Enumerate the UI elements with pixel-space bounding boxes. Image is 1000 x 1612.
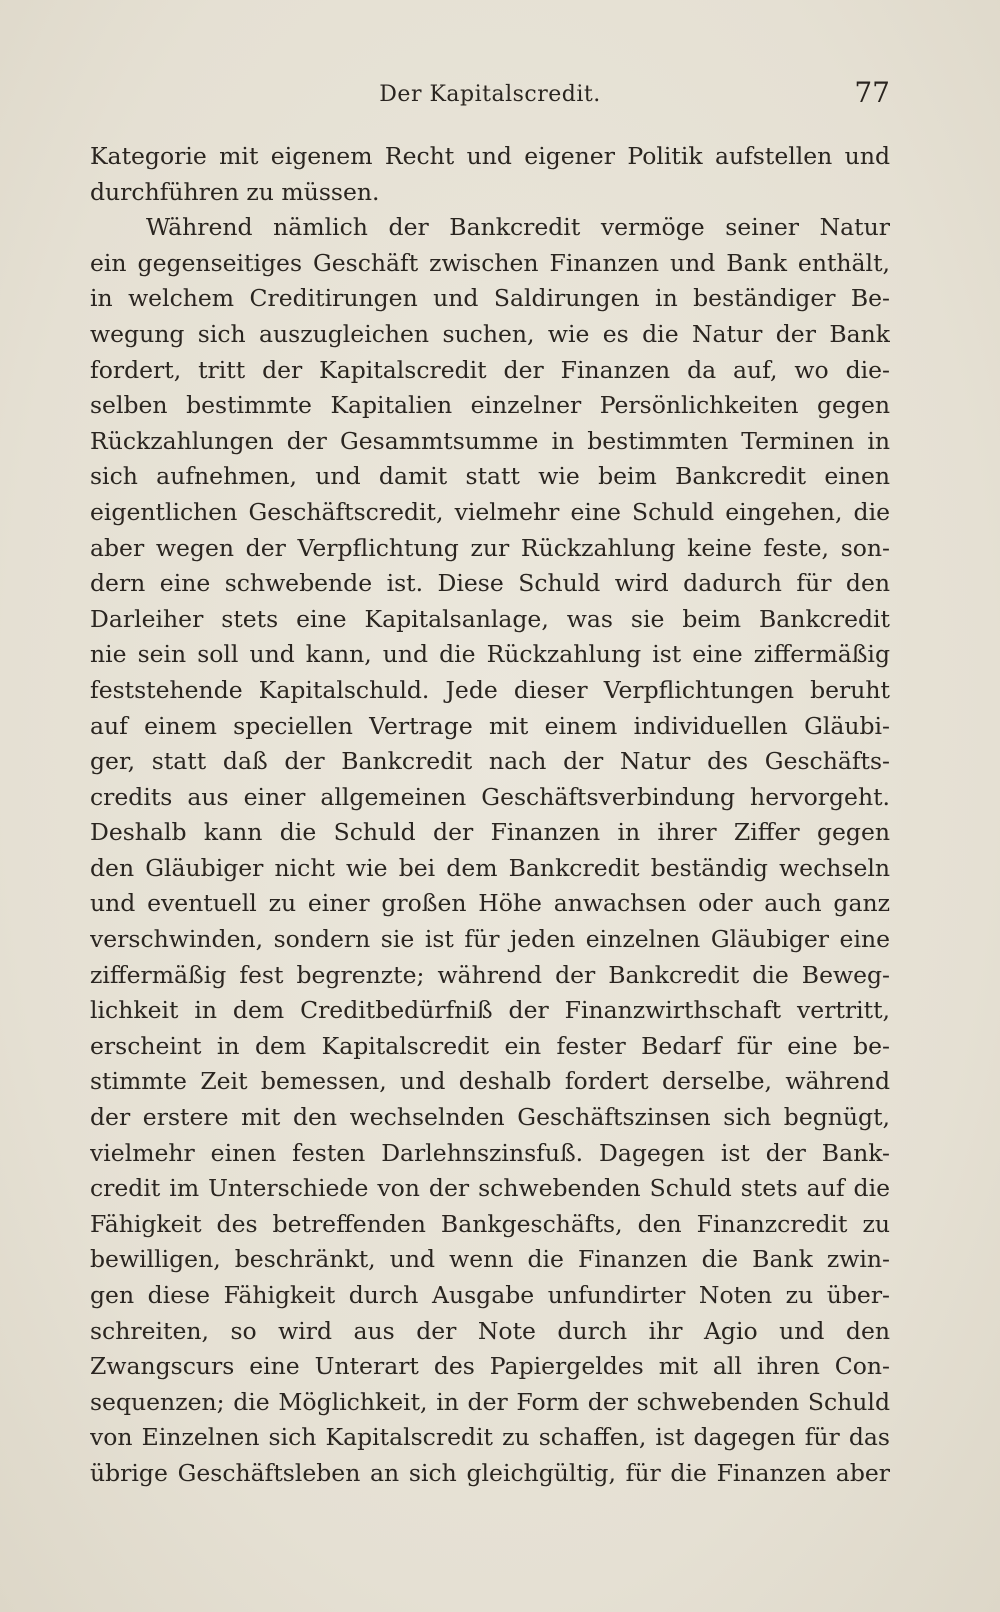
text-line: gen diese Fähigkeit durch Ausgabe unfundirter Noten zu über- — [90, 1281, 890, 1309]
text-line: verschwinden, sondern sie ist für jeden einzelnen Gläubiger eine — [90, 925, 890, 954]
text-line: übrige Geschäftsleben an sich gleichgültig, für die Finanzen aber — [90, 1458, 890, 1487]
text-line: sequenzen; die Möglichkeit, in der Form der schwebenden Schuld — [90, 1387, 890, 1416]
text-line: credit im Unterschiede von der schwebenden Schuld stets auf die — [90, 1174, 890, 1203]
running-head: Der Kapitalscredit. — [379, 82, 601, 107]
text-line: stimmte Zeit bemessen, und deshalb fordert derselbe, während — [90, 1067, 890, 1096]
text-line: bewilligen, beschränkt, und wenn die Finanzen die Bank zwin- — [90, 1245, 890, 1274]
text-line: schreiten, so wird aus der Note durch ihr Agio und den — [90, 1316, 890, 1345]
text-line: wegung sich auszugleichen suchen, wie es die Natur der Bank — [90, 319, 890, 348]
text-line: Während nämlich der Bankcredit vermöge seiner Natur — [146, 213, 890, 242]
text-line: der erstere mit den wechselnden Geschäftszinsen sich begnügt, — [90, 1103, 890, 1132]
text-line: den Gläubiger nicht wie bei dem Bankcredit beständig wechseln — [90, 853, 890, 882]
text-line: aber wegen der Verpflichtung zur Rückzahlung keine feste, son- — [90, 533, 890, 562]
text-line: ein gegenseitiges Geschäft zwischen Finanzen und Bank enthält, — [90, 248, 890, 277]
text-line: erscheint in dem Kapitalscredit ein fester Bedarf für eine be- — [90, 1031, 890, 1060]
text-line: feststehende Kapitalschuld. Jede dieser Verpflichtungen beruht — [90, 675, 890, 704]
text-line: nie sein soll und kann, und die Rückzahlung ist eine ziffermäßig — [90, 640, 890, 669]
text-line: fordert, tritt der Kapitalscredit der Finanzen da auf, wo die- — [90, 355, 890, 384]
text-line: ziffermäßig fest begrenzte; während der Bankcredit die Beweg- — [90, 960, 890, 989]
text-line: ger, statt daß der Bankcredit nach der Natur des Geschäfts- — [90, 747, 890, 776]
body-text — [90, 139, 890, 1492]
text-line: credits aus einer allgemeinen Geschäftsverbindung hervorgeht. — [90, 782, 890, 811]
text-line: Deshalb kann die Schuld der Finanzen in ihrer Ziffer gegen — [90, 818, 890, 847]
text-line: Kategorie mit eigenem Recht und eigener Politik aufstellen und — [90, 142, 890, 170]
page-header — [90, 76, 890, 116]
page-number: 77 — [854, 76, 890, 109]
text-line: Darleiher stets eine Kapitalsanlage, was sie beim Bankcredit — [90, 604, 890, 633]
text-line: von Einzelnen sich Kapitalscredit zu schaffen, ist dagegen für das — [90, 1423, 890, 1452]
text-line: dern eine schwebende ist. Diese Schuld wird dadurch für den — [90, 569, 890, 598]
text-line: selben bestimmte Kapitalien einzelner Persönlichkeiten gegen — [90, 391, 890, 420]
text-line: vielmehr einen festen Darlehnszinsfuß. Dagegen ist der Bank- — [90, 1138, 890, 1167]
text-line: Rückzahlungen der Gesammtsumme in bestimmten Terminen in — [90, 426, 890, 455]
text-line: lichkeit in dem Creditbedürfniß der Finanzwirthschaft vertritt, — [90, 996, 890, 1025]
text-line: eigentlichen Geschäftscredit, vielmehr eine Schuld eingehen, die — [90, 497, 890, 526]
text-line: in welchem Creditirungen und Saldirungen in beständiger Be- — [90, 284, 890, 313]
text-line: Zwangscurs eine Unterart des Papiergeldes mit all ihren Con- — [90, 1352, 890, 1381]
text-line: durchführen zu müssen. — [90, 177, 380, 206]
text-line: sich aufnehmen, und damit statt wie beim Bankcredit einen — [90, 462, 890, 491]
text-line: Fähigkeit des betreffenden Bankgeschäfts, den Finanzcredit zu — [90, 1209, 890, 1238]
text-line: auf einem speciellen Vertrage mit einem individuellen Gläubi- — [90, 711, 890, 740]
text-line: und eventuell zu einer großen Höhe anwachsen oder auch ganz — [90, 889, 890, 918]
